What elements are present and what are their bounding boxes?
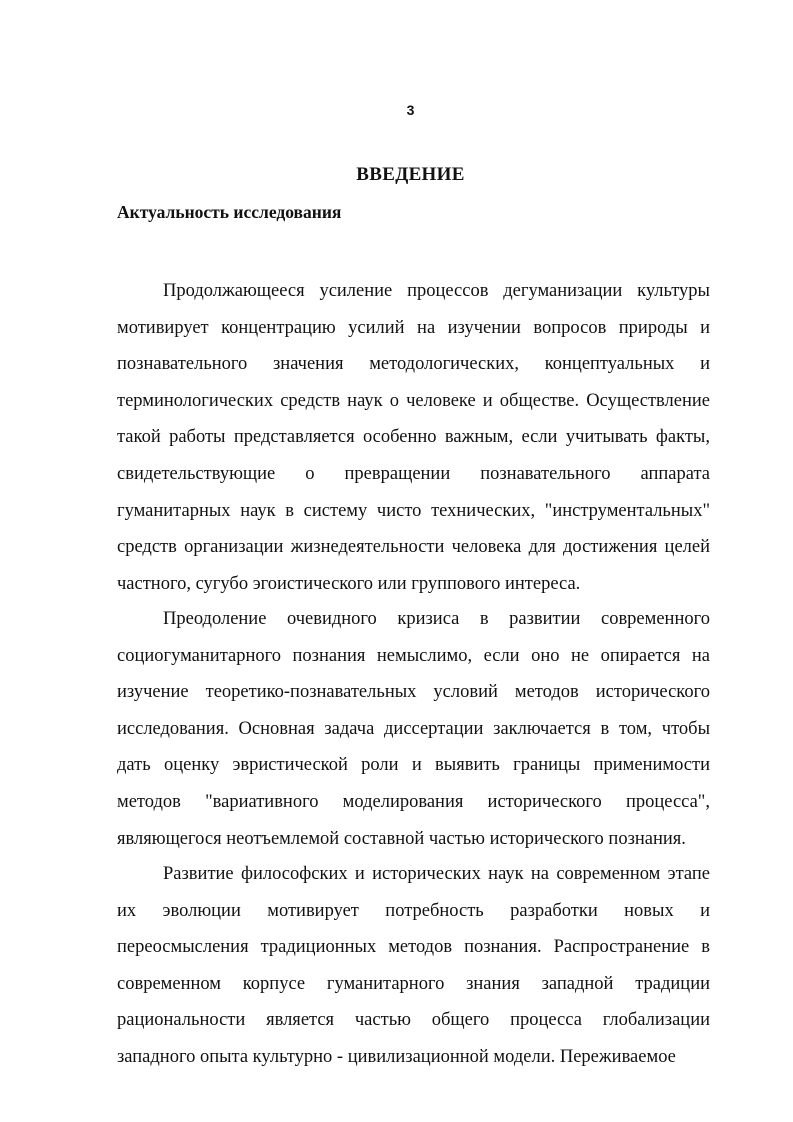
- paragraph-2: Преодоление очевидного кризиса в развитии современного социогуманитарного познания немыслимо, если оно не опирается на изучение теоретико-познавательных условий методов исторического исследования. Основная задача диссертации заключается в том, чтобы дать оценку эвристической роли и выявить границы применимости методов "вариативного моделирования исторического процесса", являющегося неотъемлемой составной частью исторического познания.: [117, 609, 710, 849]
- paragraph-1-block: [117, 273, 710, 602]
- paragraph-2-block: [117, 601, 710, 857]
- paragraph-1: Продолжающееся усиление процессов дегуманизации культуры мотивирует концентрацию усилий на изучении вопросов природы и познавательного значения методологических, концептуальных и терминологических средств наук о человеке и обществе. Осуществление такой работы представляется особенно важным, если учитывать факты, свидетельствующие о превращении познавательного аппарата гуманитарных наук в систему чисто технических, "инструментальных" средств организации жизнедеятельности человека для достижения целей частного, сугубо эгоистического или группового интереса.: [117, 281, 710, 594]
- page-number: 3: [406, 102, 415, 118]
- paragraph-3-block: [117, 856, 710, 1076]
- section-title: Актуальность исследования: [117, 202, 342, 222]
- chapter-title: ВВЕДЕНИЕ: [356, 164, 465, 185]
- paragraph-3: Развитие философских и исторических наук на современном этапе их эволюции мотивирует потребность разработки новых и переосмысления традиционных методов познания. Распространение в современном корпусе гуманитарного знания западной традиции рациональности является частью общего процесса глобализации западного опыта культурно - цивилизационной модели. Переживаемое: [117, 864, 710, 1067]
